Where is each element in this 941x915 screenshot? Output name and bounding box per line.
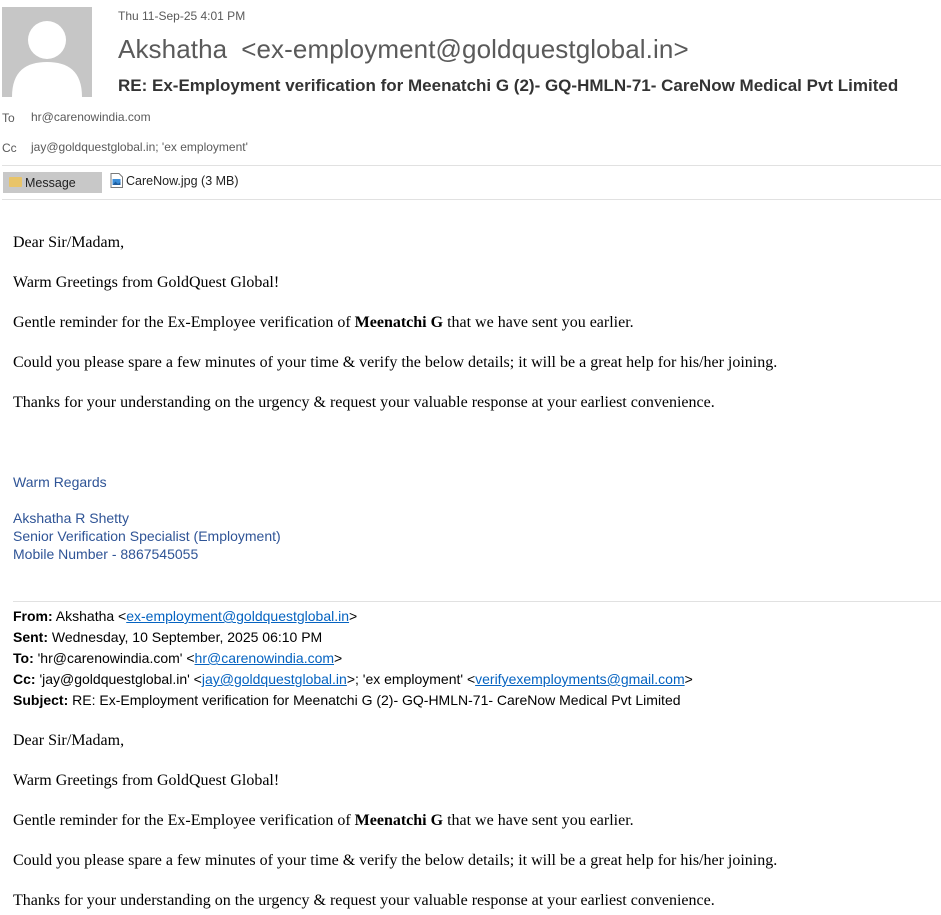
quoted-from-email-link[interactable]: ex-employment@goldquestglobal.in bbox=[126, 608, 350, 624]
message-tab[interactable] bbox=[3, 172, 102, 193]
cc-recipients[interactable]: jay@goldquestglobal.in; 'ex employment' bbox=[31, 140, 248, 154]
signature-title: Senior Verification Specialist (Employment) bbox=[13, 528, 281, 544]
quoted-line-request: Could you please spare a few minutes of your time & verify the below details; it will be a great help for his/her joining. bbox=[13, 852, 778, 869]
candidate-name: Meenatchi G bbox=[354, 314, 444, 331]
sender-avatar[interactable] bbox=[2, 7, 92, 97]
quoted-cc-email-link-2[interactable]: verifyexemployments@gmail.com bbox=[475, 671, 685, 687]
quoted-line-greetings: Warm Greetings from GoldQuest Global! bbox=[13, 772, 280, 789]
sender-email[interactable]: <ex-employment@goldquestglobal.in> bbox=[241, 34, 689, 64]
quoted-line-reminder: Gentle reminder for the Ex-Employee verification of Meenatchi G that we have sent you earlier. bbox=[13, 812, 634, 829]
to-label: To bbox=[2, 111, 15, 125]
to-recipients[interactable]: hr@carenowindia.com bbox=[31, 110, 151, 124]
email-subject: RE: Ex-Employment verification for Meenatchi G (2)- GQ-HMLN-71- CareNow Medical Pvt Limited bbox=[118, 76, 899, 95]
person-icon bbox=[2, 7, 92, 97]
quoted-cc-email-link-1[interactable]: jay@goldquestglobal.in bbox=[201, 671, 347, 687]
image-file-icon bbox=[110, 173, 123, 188]
quoted-greeting: Dear Sir/Madam, bbox=[13, 732, 125, 749]
quoted-divider bbox=[13, 601, 941, 602]
quoted-from: From: Akshatha <ex-employment@goldquestglobal.in> bbox=[13, 608, 358, 624]
cc-label: Cc bbox=[2, 141, 17, 155]
quoted-to-email-link[interactable]: hr@carenowindia.com bbox=[194, 650, 335, 666]
quoted-to: To: 'hr@carenowindia.com' <hr@carenowindia.com> bbox=[13, 650, 343, 666]
body-line-thanks: Thanks for your understanding on the urgency & request your valuable response at your earliest convenience. bbox=[13, 394, 715, 411]
body-line-request: Could you please spare a few minutes of your time & verify the below details; it will be a great help for his/her joining. bbox=[13, 354, 778, 371]
quoted-line-thanks: Thanks for your understanding on the urgency & request your valuable response at your earliest convenience. bbox=[13, 892, 715, 909]
message-tab-label: Message bbox=[25, 176, 76, 190]
header-divider bbox=[2, 165, 941, 166]
body-greeting: Dear Sir/Madam, bbox=[13, 234, 125, 251]
body-line-reminder: Gentle reminder for the Ex-Employee verification of Meenatchi G that we have sent you earlier. bbox=[13, 314, 634, 331]
sender-line[interactable] bbox=[118, 34, 689, 65]
quoted-subject: Subject: RE: Ex-Employment verification for Meenatchi G (2)- GQ-HMLN-71- CareNow Medical Pvt Limited bbox=[13, 692, 681, 708]
sender-name[interactable]: Akshatha bbox=[118, 34, 228, 64]
quoted-candidate-name: Meenatchi G bbox=[354, 812, 444, 829]
tabs-divider bbox=[2, 199, 941, 200]
received-date: Thu 11-Sep-25 4:01 PM bbox=[118, 9, 246, 23]
quoted-sent: Sent: Wednesday, 10 September, 2025 06:10 PM bbox=[13, 629, 323, 645]
signature-regards: Warm Regards bbox=[13, 474, 107, 490]
quoted-cc: Cc: 'jay@goldquestglobal.in' <jay@goldquestglobal.in>; 'ex employment' <verifyexemployments@gmail.com> bbox=[13, 671, 693, 687]
signature-name: Akshatha R Shetty bbox=[13, 510, 129, 526]
attachment-carenow-jpg[interactable] bbox=[110, 173, 239, 188]
body-line-greetings: Warm Greetings from GoldQuest Global! bbox=[13, 274, 280, 291]
signature-mobile: Mobile Number - 8867545055 bbox=[13, 546, 199, 562]
envelope-icon bbox=[9, 177, 22, 187]
attachment-label: CareNow.jpg (3 MB) bbox=[126, 174, 239, 188]
